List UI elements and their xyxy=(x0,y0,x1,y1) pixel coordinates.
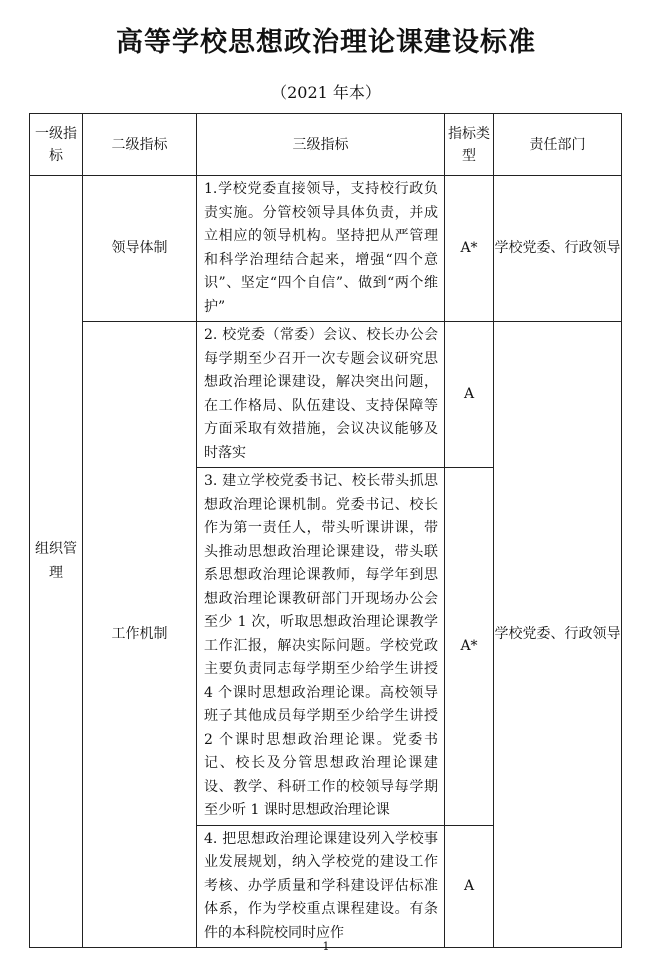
table-row xyxy=(30,322,622,468)
type-cell: A* xyxy=(445,176,494,322)
header-level3: 三级指标 xyxy=(197,114,445,176)
dept-cell: 学校党委、行政领导 xyxy=(494,322,622,948)
header-level1: 一级指标 xyxy=(30,114,83,176)
level3-cell: 3. 建立学校党委书记、校长带头抓思想政治理论课机制。党委书记、校长作为第一责任人，带头听课讲课，带头推动思想政治理论课建设，带头联系思想政治理论课教师，每学年到思想政治理论课教研部门开现场办公会至少 1 次，听取思想政治理论课教学工作汇报，解决实际问题。学校党政主要负责同志每学期至少给学生讲授 4 个课时思想政治理论课。高校领导班子其他成员每学期至少给学生讲授 2 个课时思想政治理论课。党委书记、校长及分管思想政治理论课建设、教学、科研工作的校领导每学期至少听 1 课时思想政治理论课 xyxy=(197,468,445,826)
header-level2: 二级指标 xyxy=(83,114,197,176)
type-cell: A* xyxy=(445,468,494,826)
document-subtitle: （2021 年本） xyxy=(271,83,381,102)
level2-cell: 工作机制 xyxy=(83,322,197,948)
level3-cell: 1.学校党委直接领导，支持校行政负责实施。分管校领导具体负责，并成立相应的领导机构。坚持把从严管理和科学治理结合起来，增强“四个意识”、坚定“四个自信”、做到“两个维护” xyxy=(197,176,445,322)
header-type: 指标类型 xyxy=(445,114,494,176)
header-dept: 责任部门 xyxy=(494,114,622,176)
table-header-row xyxy=(30,114,622,176)
type-cell: A xyxy=(445,322,494,468)
level2-cell: 领导体制 xyxy=(83,176,197,322)
page-number: 1 xyxy=(322,940,330,953)
dept-cell: 学校党委、行政领导 xyxy=(494,176,622,322)
document-title: 高等学校思想政治理论课建设标准 xyxy=(116,27,536,58)
table-row xyxy=(30,176,622,322)
level3-cell: 2. 校党委（常委）会议、校长办公会每学期至少召开一次专题会议研究思想政治理论课建设，解决突出问题，在工作格局、队伍建设、支持保障等方面采取有效措施，会议决议能够及时落实 xyxy=(197,322,445,468)
level1-cell: 组织管理 xyxy=(30,176,83,948)
standards-table xyxy=(29,113,622,948)
type-cell: A xyxy=(445,825,494,948)
level3-cell: 4. 把思想政治理论课建设列入学校事业发展规划，纳入学校党的建设工作考核、办学质量和学科建设评估标准体系，作为学校重点课程建设。有条件的本科院校同时应作 xyxy=(197,825,445,948)
